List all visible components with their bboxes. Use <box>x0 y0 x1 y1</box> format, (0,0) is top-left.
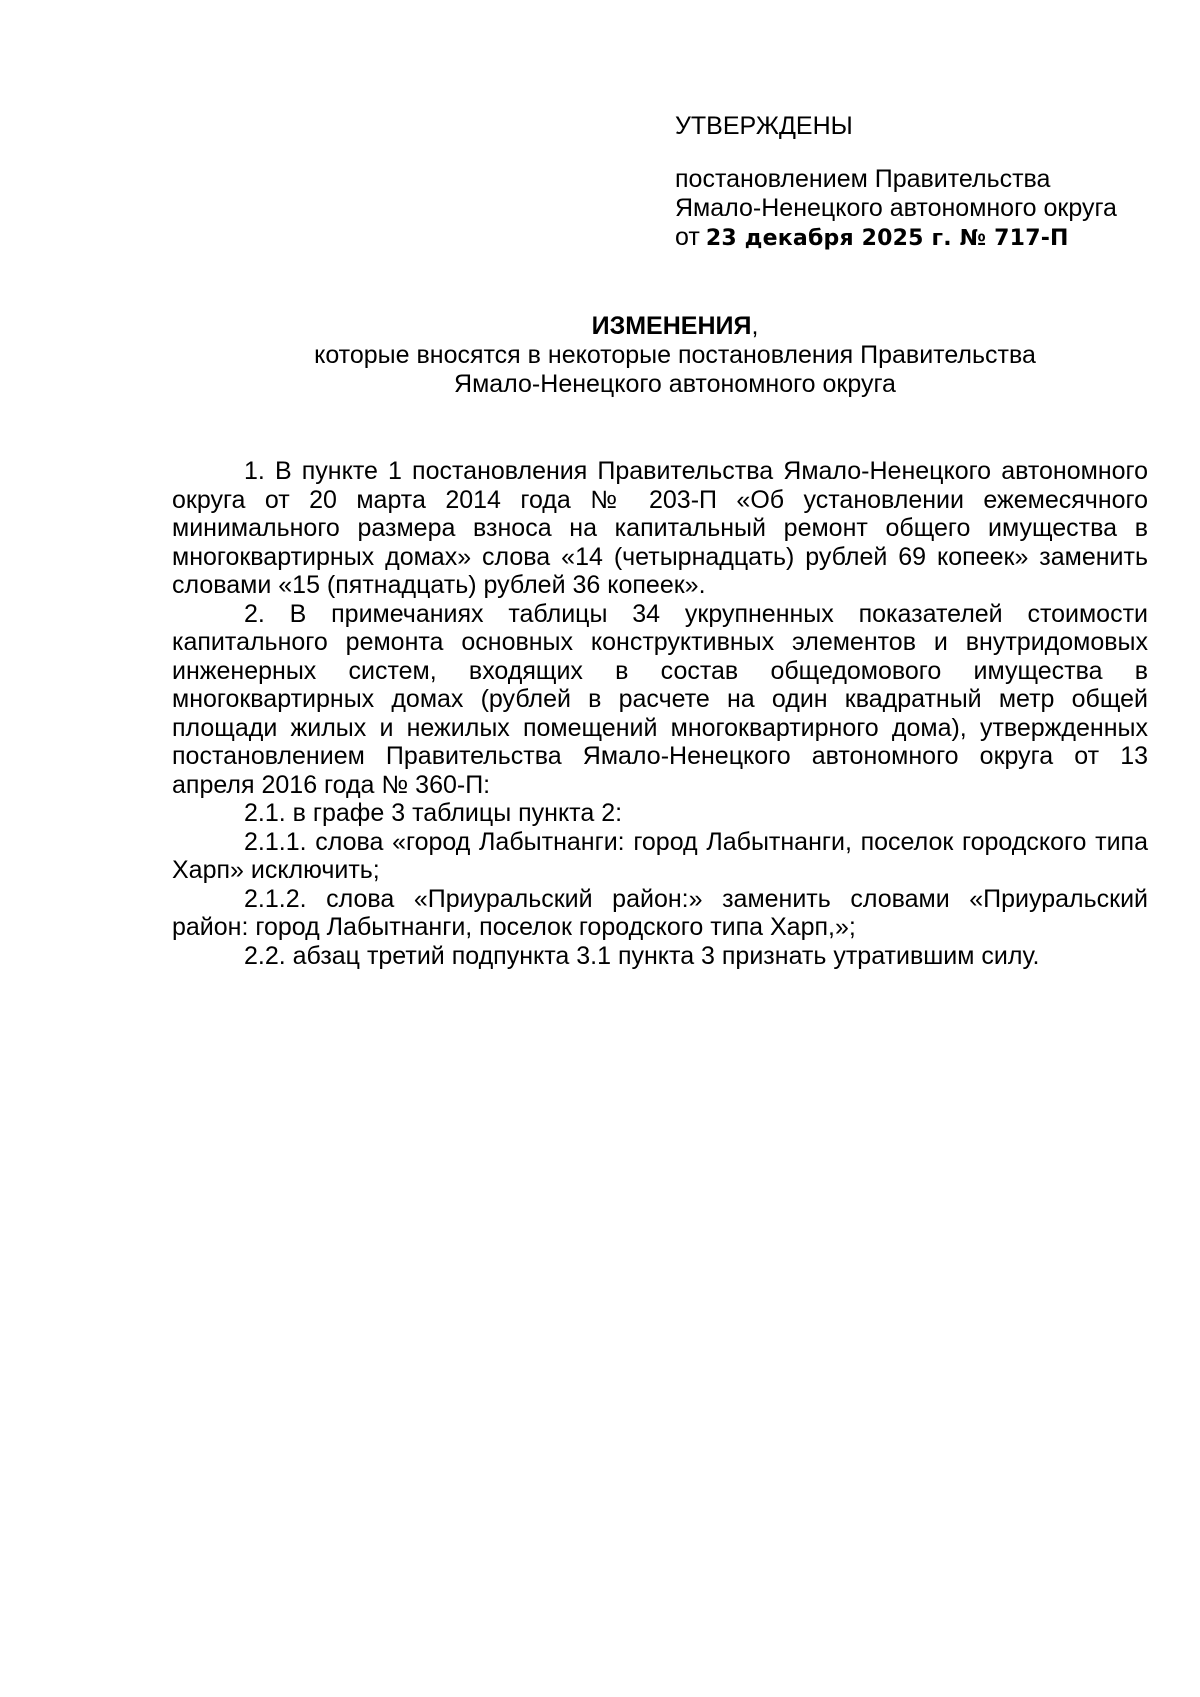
approval-line-region: Ямало-Ненецкого автономного округа <box>675 194 1117 222</box>
paragraph-2-1-2: 2.1.2. слова «Приуральский район:» заменить словами «Приуральский район: город Лабытнанги, поселок городского типа Харп,»; <box>172 884 1148 941</box>
document-subtitle-line-2: Ямало-Ненецкого автономного округа <box>454 370 896 398</box>
date-stamp: 23 декабря 2025 г. № 717-П <box>705 226 1069 251</box>
approval-line-resolution: постановлением Правительства <box>675 165 1051 193</box>
paragraph-2-1: 2.1. в графе 3 таблицы пункта 2: <box>244 799 623 827</box>
document-subtitle-line-1: которые вносятся в некоторые постановления Правительства <box>314 341 1036 369</box>
approval-date-line <box>675 223 1175 253</box>
approved-heading: УТВЕРЖДЕНЫ <box>675 112 853 140</box>
document-title-suffix: , <box>751 312 759 340</box>
document-title-line <box>170 312 1180 341</box>
paragraph-2-2: 2.2. абзац третий подпункта 3.1 пункта 3 признать утратившим силу. <box>244 941 1040 970</box>
document-title: ИЗМЕНЕНИЯ <box>591 312 752 340</box>
document-title-block <box>170 312 1180 399</box>
paragraph-2: 2. В примечаниях таблицы 34 укрупненных показателей стоимости капитального ремонта основных конструктивных элементов и внутридомовых инженерных систем, входящих в состав общедомового имущества в многоквартирных домах (рублей в расчете на один квадратный метр общей площади жилых и нежилых помещений многоквартирного дома), утвержденных постановлением Правительства Ямало-Ненецкого автономного округа от 13 апреля 2016 года № 360-П: <box>172 599 1148 799</box>
paragraph-1: 1. В пункте 1 постановления Правительства Ямало-Ненецкого автономного округа от 20 марта 2014 года № 203-П «Об установлении ежемесячного минимального размера взноса на капитальный ремонт общего имущества в многоквартирных домах» слова «14 (четырнадцать) рублей 69 копеек» заменить словами «15 (пятнадцать) рублей 36 копеек». <box>172 457 1148 599</box>
approval-block <box>675 112 1175 253</box>
date-prefix: от <box>675 223 700 251</box>
document-body <box>172 457 1148 970</box>
paragraph-2-1-1: 2.1.1. слова «город Лабытнанги: город Лабытнанги, поселок городского типа Харп» исключить; <box>172 827 1148 884</box>
